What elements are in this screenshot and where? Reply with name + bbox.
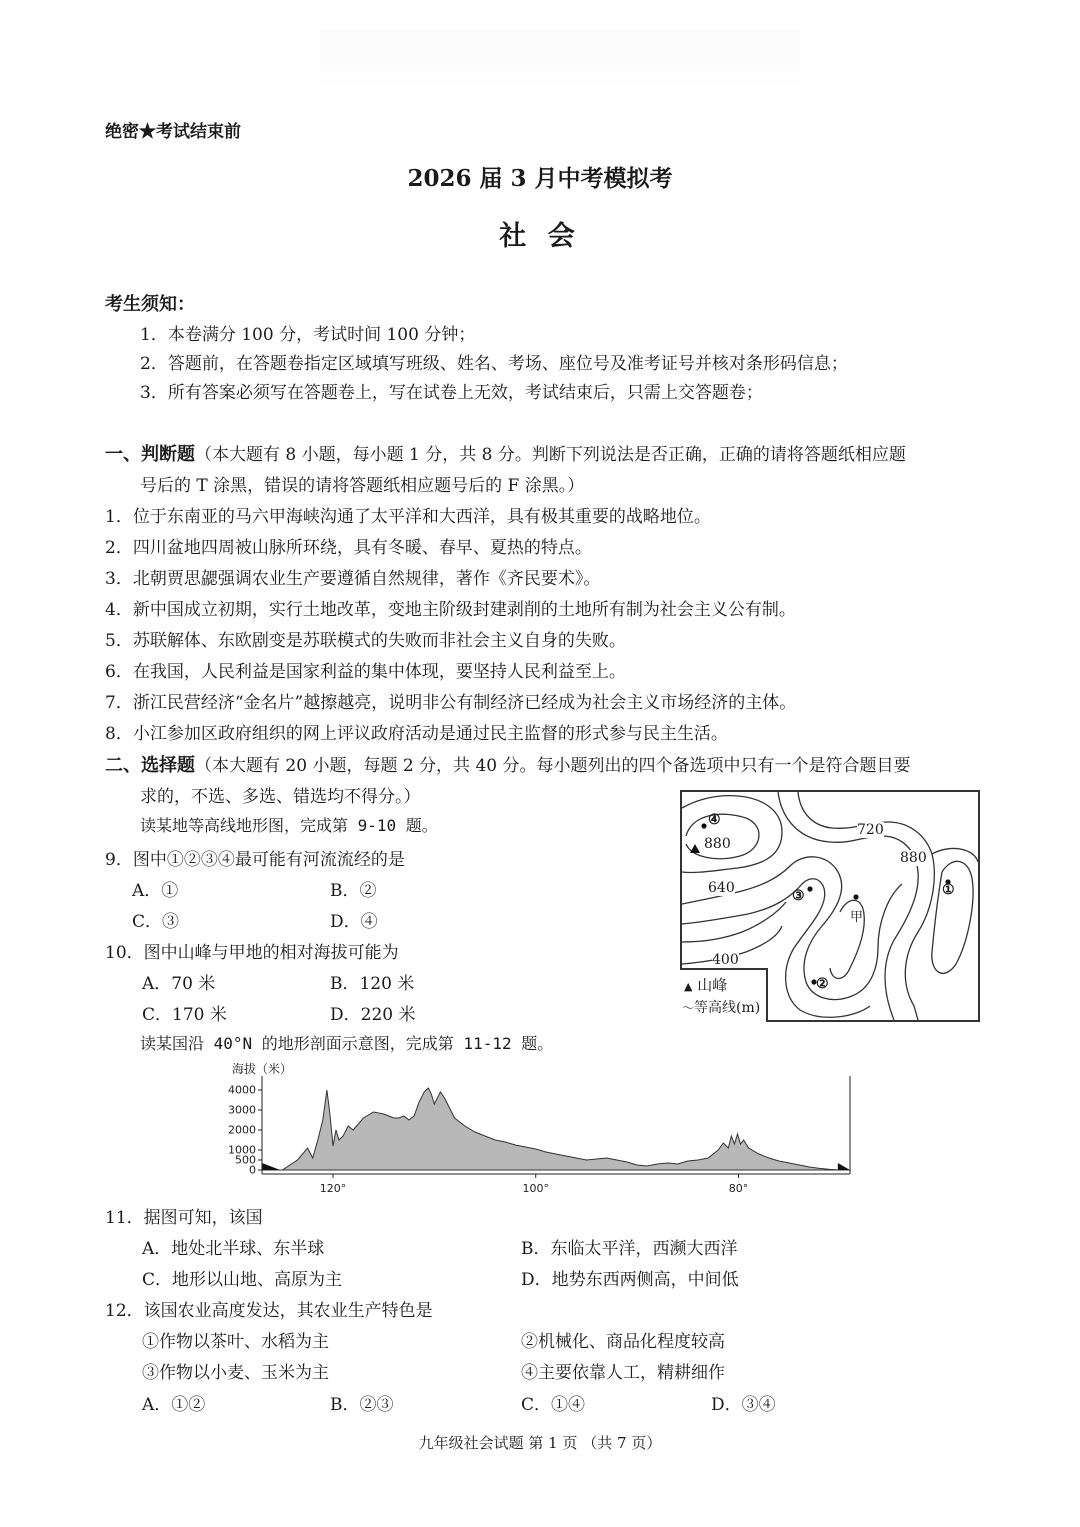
intro-9-10: 读某地等高线地形图，完成第 9-10 题。 [140,816,438,835]
notice-item: 2．答题前，在答题卷指定区域填写班级、姓名、考场、座位号及准考证号并核对条形码信息； [140,354,848,374]
y-tick-label: 4000 [228,1083,256,1097]
judge-item-3: 3．北朝贾思勰强调农业生产要遵循自然规律，著作《齐民要术》。 [105,569,601,589]
q12-option-a: A．①② [142,1395,206,1415]
terrain-area [262,1088,850,1170]
judge-item-8: 8．小江参加区政府组织的网上评议政府活动是通过民主监督的形式参与民主生活。 [105,724,728,744]
notice-item: 1．本卷满分 100 分，考试时间 100 分钟； [140,325,476,345]
map-label-880b: 880 [900,850,927,866]
notice-item: 3．所有答案必须写在答题卷上，写在试卷上无效，考试结束后，只需上交答题卷； [140,383,763,403]
section1-header [105,440,906,466]
q11-option-d: D．地势东西两侧高，中间低 [521,1270,739,1290]
q9-option-c: C．③ [132,912,180,932]
q9-stem: 9．图中①②③④最可能有河流流经的是 [105,850,405,870]
section2-header [105,751,911,777]
q12-option-d: D．③④ [711,1395,776,1415]
judge-item-4: 4．新中国成立初期，实行土地改革，变地主阶级封建剥削的土地所有制为社会主义公有制。 [105,600,796,620]
map-label-point4: ④ [708,812,721,828]
q10-option-c: C．170 米 [142,1005,227,1025]
y-tick-label: 1000 [228,1143,256,1157]
x-tick-label: 120° [319,1182,347,1195]
judge-item-7: 7．浙江民营经济“金名片”越擦越亮，说明非公有制经济已经成为社会主义市场经济的主体。 [105,693,797,713]
q11-stem: 11．据图可知，该国 [105,1208,263,1228]
q9-option-b: B．② [330,881,377,901]
map-label-point1: ① [942,882,955,898]
ocean-east [838,1163,850,1170]
legend-contour-label: 等高线(m) [694,1000,761,1016]
q9-option-d: D．④ [330,912,378,932]
y-tick-label: 0 [249,1163,256,1177]
q12-statement-2: ②机械化、商品化程度较高 [521,1332,725,1352]
y-tick-label: 2000 [228,1123,256,1137]
scan-shade [320,30,800,90]
exam-title: 2026 届 3 月中考模拟考 [407,165,673,192]
q11-option-c: C．地形以山地、高原为主 [142,1270,343,1290]
judge-item-5: 5．苏联解体、东欧剧变是苏联模式的失败而非社会主义自身的失败。 [105,631,626,651]
section2-desc-cont: 求的，不选、多选、错选均不得分。） [140,787,421,807]
map-label-400: 400 [712,952,739,968]
section1-desc-cont: 号后的 T 涂黑，错误的请将答题纸相应题号后的 F 涂黑。） [140,476,585,496]
x-tick-label: 80° [728,1182,749,1195]
x-tick-label: 100° [522,1182,549,1195]
peak-icon: ▲ [684,980,693,993]
contour-line-icon: 〜 [682,1001,695,1015]
q9-option-a: A．① [132,881,179,901]
page-footer: 九年级社会试题 第 1 页 （共 7 页） [418,1434,662,1452]
section2-title: 二、选择题 [105,755,195,776]
q11-option-b: B．东临太平洋，西濒大西洋 [521,1239,738,1259]
legend-peak [684,974,727,995]
section1-desc: （本大题有 8 小题，每小题 1 分，共 8 分。判断下列说法是否正确，正确的请将答题纸相应题 [195,445,906,465]
q10-option-b: B．120 米 [330,974,415,994]
subject-title: 社 会 [499,221,581,252]
ocean-west [262,1163,280,1170]
map-label-640: 640 [708,880,735,896]
q10-stem: 10．图中山峰与甲地的相对海拔可能为 [105,943,399,963]
map-label-point2: ② [816,976,829,992]
notice-heading: 考生须知： [105,294,195,315]
map-label-jia: 甲 [850,910,864,925]
map-legend [680,968,768,1022]
map-label-880: 880 [704,836,731,852]
legend-contour [682,997,760,1017]
q12-option-c: C．①④ [521,1395,586,1415]
section1-title: 一、判断题 [105,444,195,465]
y-tick-label: 500 [235,1153,256,1167]
terrain-profile-chart [222,1062,862,1202]
q12-stem: 12．该国农业高度发达，其农业生产特色是 [105,1301,433,1321]
q10-option-d: D．220 米 [330,1005,416,1025]
q10-option-a: A．70 米 [142,974,216,994]
confidential-mark: 绝密★考试结束前 [105,122,241,142]
q11-option-a: A．地处北半球、东半球 [142,1239,325,1259]
q12-statement-3: ③作物以小麦、玉米为主 [142,1363,329,1383]
intro-11-12: 读某国沿 40°N 的地形剖面示意图，完成第 11-12 题。 [140,1034,554,1053]
section2-desc: （本大题有 20 小题，每题 2 分，共 40 分。每小题列出的四个备选项中只有一个是符合题目要 [195,756,911,776]
judge-item-2: 2．四川盆地四周被山脉所环绕，具有冬暖、春早、夏热的特点。 [105,538,592,558]
judge-item-6: 6．在我国，人民利益是国家利益的集中体现，要坚持人民利益至上。 [105,662,626,682]
map-label-720: 720 [857,822,884,838]
y-tick-label: 3000 [228,1103,256,1117]
q12-statement-4: ④主要依靠人工，精耕细作 [521,1363,725,1383]
q12-statement-1: ①作物以茶叶、水稻为主 [142,1332,329,1352]
profile-ylabel: 海拔（米） [232,1062,293,1076]
map-label-point3: ③ [792,888,805,904]
q12-option-b: B．②③ [330,1395,394,1415]
judge-item-1: 1．位于东南亚的马六甲海峡沟通了太平洋和大西洋，具有极其重要的战略地位。 [105,507,711,527]
legend-peak-label: 山峰 [697,976,728,994]
